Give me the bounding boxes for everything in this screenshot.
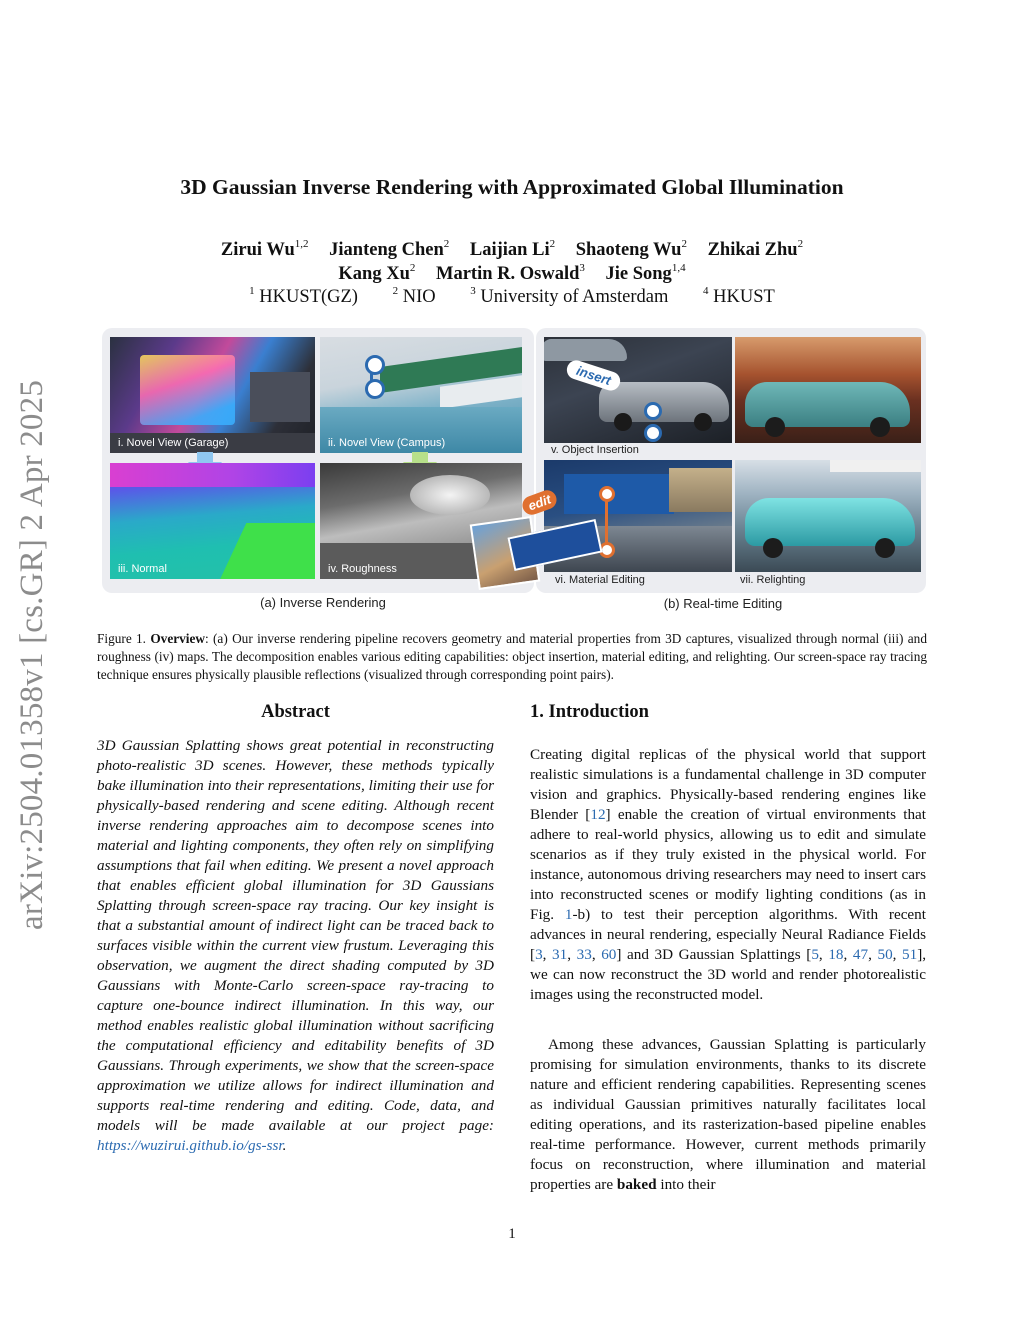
edit-tag: edit	[520, 488, 560, 518]
citation-link[interactable]: 3	[535, 946, 543, 963]
figure-ref-link[interactable]: 1	[564, 906, 573, 923]
affiliation: $^3$ University of Amsterdam	[470, 285, 669, 307]
label-normal: iii. Normal	[118, 563, 167, 575]
author: Jie Song$^{1,4}$	[605, 262, 686, 284]
citation-link[interactable]: 31	[552, 946, 568, 963]
author: Laijian Li$^2$	[469, 238, 556, 260]
insert-tag: insert	[564, 358, 623, 393]
intro-paragraph-2: Among these advances, Gaussian Splatting is particularly promising for simulation environments, thanks to its discrete nature and efficient rendering capabilities. Representing scenes as individual Gaussian primitives naturally facilitates local editing operations, and its rasterization-based pipeline enables real-time performance. However, current methods primarily focus on reconstruction, where illumination and material properties are baked into their	[530, 1036, 926, 1193]
rusty-car-image	[735, 337, 921, 443]
abstract-text: 3D Gaussian Splatting shows great potential in reconstructing photo-realistic 3D scenes. However, these methods typically bake illumination into their representations, limiting their use for physically-based rendering and scene editing. Although recent inverse rendering approaches aim to decompose scenes into material and lighting components, they often rely on simplifying assumptions that fail when editing. We present a novel approach that enables efficient global illumination for 3D Gaussians Splatting through screen-space ray tracing. Our key insight is that a substantial amount of indirect light can be traced back to surfaces visible within the current view frustum. Leveraging this observation, we augment the direct shading computed by 3D Gaussians with Monte-Carlo screen-space ray-tracing to capture one-bounce indirect illumination. In this way, our method enables realistic global illumination without sacrificing the computational efficiency and editability benefits of 3D Gaussians. Through experiments, we show that the screen-space approximation we utilize allows for indirect illumination and supports real-time rendering and editing. Code, data, and models will be made available at our project page: https://wuzirui.github.io/gs-ssr.	[97, 737, 494, 1154]
authors-line-1	[0, 240, 1024, 261]
subcaption-realtime-editing: (b) Real-time Editing	[663, 596, 783, 611]
campus-novel-view-image	[320, 337, 522, 453]
relighting-image	[735, 460, 921, 572]
affiliation: $^1$ HKUST(GZ)	[249, 285, 358, 307]
affiliation: $^4$ HKUST	[703, 285, 775, 307]
citation-link[interactable]: 47	[852, 946, 869, 963]
paper-title: 3D Gaussian Inverse Rendering with Approximated Global Illumination	[180, 175, 844, 199]
authors-line-2	[0, 264, 1024, 285]
citation-link[interactable]: 5	[811, 946, 819, 963]
author: Jianteng Chen$^2$	[329, 238, 450, 260]
point-pair-marker	[644, 402, 662, 420]
author: Shaoteng Wu$^2$	[575, 238, 687, 260]
label-object-insertion: v. Object Insertion	[551, 444, 639, 456]
citation-link[interactable]: 51	[902, 946, 918, 963]
label-garage: i. Novel View (Garage)	[118, 437, 229, 449]
citation-link[interactable]: 12	[590, 806, 606, 823]
author: Martin R. Oswald$^3$	[436, 262, 585, 284]
label-roughness: iv. Roughness	[328, 563, 397, 575]
abstract-heading: Abstract	[261, 702, 330, 722]
citation-link[interactable]: 50	[877, 946, 893, 963]
citation-link[interactable]: 60	[601, 946, 617, 963]
project-page-link[interactable]: https://wuzirui.github.io/gs-ssr	[97, 1137, 283, 1154]
label-material-editing: vi. Material Editing	[555, 574, 645, 586]
arxiv-side-label: arXiv:2504.01358v1 [cs.GR] 2 Apr 2025	[14, 379, 50, 930]
intro-paragraph-1: Creating digital replicas of the physical world that support realistic simulations is a fundamental challenge in 3D computer vision and graphics. Physically-based rendering engines like Blender [12] enable the creation of virtual environments that adhere to real-world physics, allowing us to edit and simulate scenarios as if they truly existed in the physical world. For instance, autonomous driving researchers may need to insert cars into reconstructed scenes or modify lighting conditions (as in Fig. 1-b) to test their perception algorithms. With recent advances in neural rendering, especially Neural Radiance Fields [3, 31, 33, 60] and 3D Gaussian Splattings [5, 18, 47, 50, 51], we can now reconstruct the 3D world and render photorealistic images using the reconstructed model.	[530, 746, 927, 1003]
author: Zhikai Zhu$^2$	[707, 238, 804, 260]
figure-caption: Figure 1. Overview: (a) Our inverse rendering pipeline recovers geometry and material properties from 3D captures, visualized through normal (iii) and roughness (iv) maps. The decomposition enables various editing capabilities: object insertion, material editing, and relighting. Our screen-space ray tracing technique ensures physically plausible reflections (visualized through corresponding point pairs).	[97, 631, 927, 682]
citation-link[interactable]: 33	[576, 946, 592, 963]
author: Zirui Wu$^{1,2}$	[220, 238, 309, 260]
affiliation: $^2$ NIO	[392, 285, 436, 307]
normal-map-image	[110, 463, 315, 579]
author: Kang Xu$^2$	[338, 262, 416, 284]
label-campus: ii. Novel View (Campus)	[328, 437, 446, 449]
label-relighting: vii. Relighting	[740, 574, 806, 586]
page-number: 1	[508, 1226, 516, 1242]
affiliations	[0, 287, 1024, 308]
intro-heading: 1. Introduction	[530, 702, 649, 722]
citation-link[interactable]: 18	[828, 946, 844, 963]
object-insertion-image	[544, 337, 732, 443]
subcaption-inverse-rendering: (a) Inverse Rendering	[260, 595, 386, 610]
garage-novel-view-image	[110, 337, 315, 453]
point-pair-marker	[644, 424, 662, 442]
